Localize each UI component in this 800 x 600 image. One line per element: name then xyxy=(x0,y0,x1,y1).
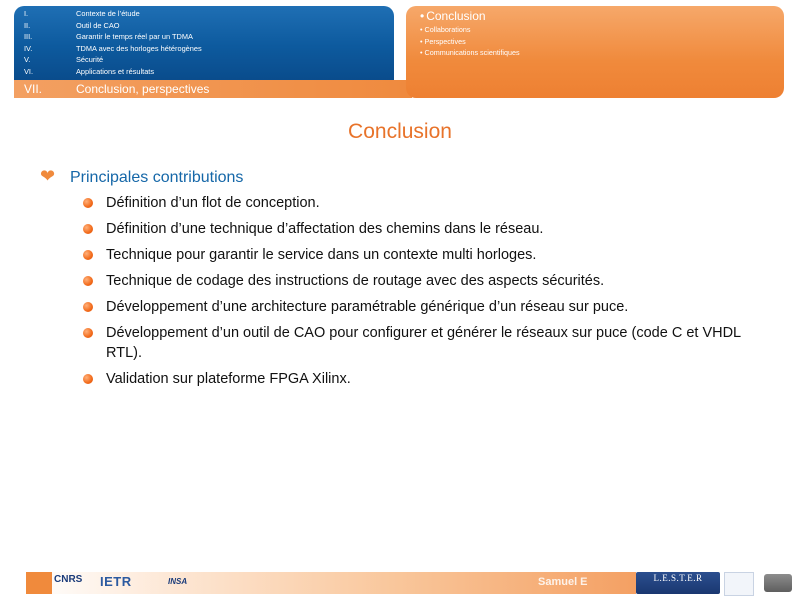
toc-item-number: I. xyxy=(24,9,29,18)
list-item-text: Développement d’un outil de CAO pour configurer et générer le réseaux sur puce (code C et VHDL RTL). xyxy=(106,325,741,361)
section-heading: Principales contributions xyxy=(70,169,244,186)
list-item-text: Validation sur plateforme FPGA Xilinx. xyxy=(106,371,351,387)
toc-item-label: Sécurité xyxy=(76,55,104,65)
orange-dot-icon xyxy=(83,302,93,312)
toc-current-number: VII. xyxy=(24,82,43,96)
toc-current-item[interactable] xyxy=(14,80,412,98)
list-item xyxy=(80,245,780,265)
toc-item[interactable] xyxy=(14,66,394,78)
section-outline-panel xyxy=(406,6,784,98)
bullet-icon: • xyxy=(420,25,423,34)
outline-title[interactable] xyxy=(420,9,784,24)
list-item-text: Définition d’un flot de conception. xyxy=(106,195,320,211)
page-number-box xyxy=(764,574,792,592)
outline-item-text: Collaborations xyxy=(424,25,471,34)
outline-title-text: Conclusion xyxy=(426,9,486,23)
orange-dot-icon xyxy=(83,224,93,234)
toc-item-number: III. xyxy=(24,32,33,42)
bullet-icon: • xyxy=(420,9,425,23)
toc-item-label: TDMA avec des horloges hétérogènes xyxy=(76,43,202,53)
outline-item-text: Communications scientifiques xyxy=(424,48,520,57)
bullet-list xyxy=(80,193,780,395)
insa-logo: INSA xyxy=(168,577,188,586)
toc-item-label: Contexte de l’étude xyxy=(76,9,140,18)
list-item xyxy=(80,193,780,213)
toc-item[interactable] xyxy=(14,20,394,32)
bullet-icon: • xyxy=(420,36,423,46)
list-item xyxy=(80,271,780,291)
toc-item[interactable] xyxy=(14,8,394,20)
toc-item-number: V. xyxy=(24,55,31,65)
lester-logo: L.E.S.T.E.R xyxy=(636,572,720,594)
university-logo xyxy=(724,572,754,596)
orange-dot-icon xyxy=(83,374,93,384)
slide-title: Conclusion xyxy=(348,120,452,143)
cnrs-logo: CNRS xyxy=(54,574,83,585)
toc-panel xyxy=(14,6,394,80)
orange-dot-icon xyxy=(83,276,93,286)
toc-item-number: VI. xyxy=(24,66,34,76)
outline-item[interactable] xyxy=(420,36,784,48)
toc-item-number: II. xyxy=(24,20,31,30)
outline-item[interactable] xyxy=(420,24,784,36)
footer-author: Samuel E xyxy=(538,576,588,588)
toc-item[interactable] xyxy=(14,54,394,66)
toc-item[interactable] xyxy=(14,43,394,55)
list-item-text: Technique de codage des instructions de routage avec des aspects sécurités. xyxy=(106,273,605,289)
list-item-text: Technique pour garantir le service dans un contexte multi horloges. xyxy=(106,247,537,263)
orange-dot-icon xyxy=(83,198,93,208)
list-item xyxy=(80,323,780,363)
orange-dot-icon xyxy=(83,250,93,260)
toc-item-label: Applications et résultats xyxy=(76,66,155,76)
contributions-section xyxy=(40,166,780,387)
bullet-icon: • xyxy=(420,48,423,57)
list-item-text: Développement d’une architecture paramétrable générique d’un réseau sur puce. xyxy=(106,299,629,315)
footer-accent-square xyxy=(26,572,52,594)
list-item xyxy=(80,219,780,239)
toc-item-label: Garantir le temps réel par un TDMA xyxy=(76,32,193,42)
toc-item-label: Outil de CAO xyxy=(76,20,120,30)
toc-current-label: Conclusion, perspectives xyxy=(76,82,210,96)
ietr-logo: IETR xyxy=(100,574,132,589)
outline-item[interactable] xyxy=(420,47,784,59)
orange-dot-icon xyxy=(83,328,93,338)
section-header xyxy=(40,166,780,190)
list-item xyxy=(80,369,780,389)
list-item-text: Définition d’une technique d’affectation des chemins dans le réseau. xyxy=(106,221,544,237)
list-item xyxy=(80,297,780,317)
toc-item[interactable] xyxy=(14,31,394,43)
outline-item-text: Perspectives xyxy=(424,36,466,46)
toc-item-number: IV. xyxy=(24,43,33,53)
heart-bullet-icon: ❤ xyxy=(40,166,56,186)
